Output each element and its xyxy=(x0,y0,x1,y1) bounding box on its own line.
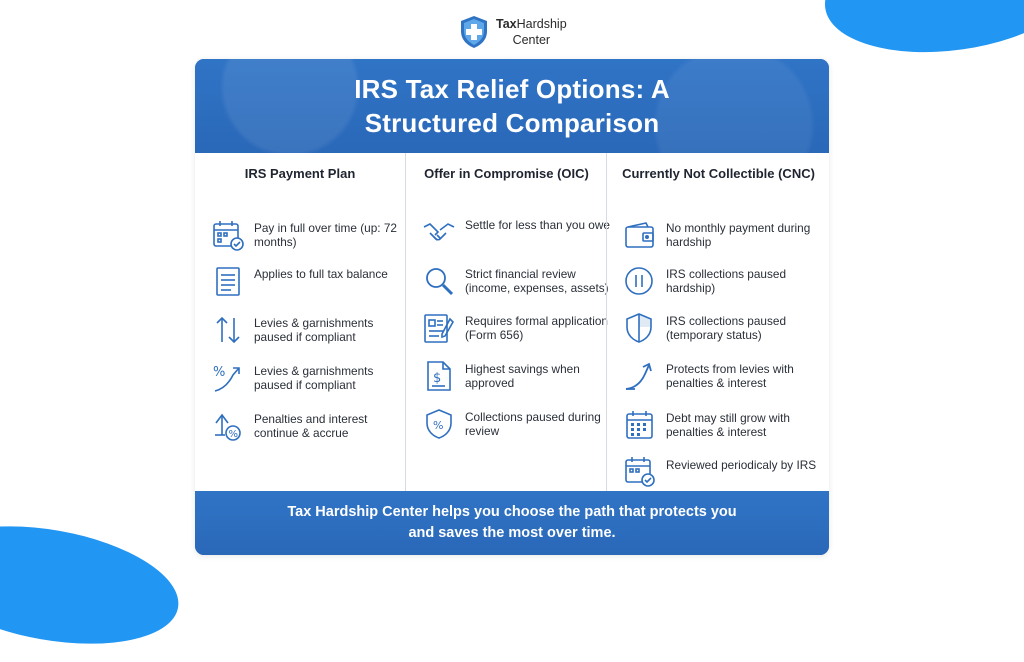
list-item xyxy=(422,359,615,393)
item-text: Settle for less than you owe xyxy=(465,218,610,232)
column-heading: Offer in Compromise (OIC) xyxy=(424,166,589,181)
svg-text:%: % xyxy=(213,365,226,380)
list-item xyxy=(623,408,826,442)
item-text: Pay in full over time (up: 72 months) xyxy=(254,221,397,249)
column-offer-in-compromise xyxy=(405,153,610,491)
brand-name-rest: Hardship xyxy=(516,17,567,31)
percent-shield-icon xyxy=(422,407,456,441)
list-item xyxy=(211,361,404,395)
pause-icon xyxy=(623,264,657,298)
decor-blob-top-right xyxy=(817,0,1024,68)
list-item xyxy=(623,455,826,489)
list-item xyxy=(623,311,826,345)
list-item xyxy=(422,215,615,249)
column-payment-plan xyxy=(195,153,405,491)
item-text: IRS collections paused hardship) xyxy=(666,267,787,295)
list-item xyxy=(623,359,826,393)
up-down-arrows-icon xyxy=(211,313,245,347)
shield-icon xyxy=(623,311,657,345)
item-text: Debt may still grow with penalties & interest xyxy=(666,411,790,439)
percent-up-icon xyxy=(211,409,245,443)
list-item xyxy=(623,264,826,298)
form-pen-icon xyxy=(422,311,456,345)
item-text: Penalties and interest continue & accrue xyxy=(254,412,368,440)
trend-arrow-icon xyxy=(623,359,657,393)
footer-line-2: and saves the most over time. xyxy=(408,525,616,541)
list-item xyxy=(211,409,404,443)
column-heading: Currently Not Collectible (CNC) xyxy=(622,166,815,181)
footer-banner xyxy=(195,491,829,555)
list-item xyxy=(422,264,615,298)
brand-name xyxy=(496,16,567,48)
item-text: Strict financial review (income, expenses, assets) xyxy=(465,267,609,295)
list-item xyxy=(211,218,404,252)
list-item xyxy=(422,311,615,345)
item-text: Collections paused during review xyxy=(465,410,601,438)
item-text: Applies to full tax balance xyxy=(254,267,388,281)
title-banner xyxy=(195,59,829,153)
svg-text:$: $ xyxy=(433,371,442,386)
item-text: Levies & garnishments paused if compliant xyxy=(254,364,374,392)
item-text: Highest savings when approved xyxy=(465,362,580,390)
title-line-2: Structured Comparison xyxy=(364,108,660,138)
document-list-icon xyxy=(211,264,245,298)
decor-blob-bottom-left xyxy=(0,508,188,661)
magnifier-icon xyxy=(422,264,456,298)
percent-trend-icon xyxy=(211,361,245,395)
brand-name-bold: Tax xyxy=(496,17,517,31)
list-item xyxy=(211,264,404,298)
item-text: Levies & garnishments paused if compliant xyxy=(254,316,374,344)
calendar-check-icon xyxy=(211,218,245,252)
svg-text:%: % xyxy=(228,429,239,440)
list-item xyxy=(623,218,826,252)
calendar-grid-icon xyxy=(623,408,657,442)
list-item xyxy=(422,407,615,441)
shield-cross-logo-icon xyxy=(458,14,490,50)
calendar-check-icon xyxy=(623,455,657,489)
item-text: Requires formal application (Form 656) xyxy=(465,314,608,342)
item-text: IRS collections paused (temporary status) xyxy=(666,314,787,342)
svg-text:%: % xyxy=(433,419,444,432)
item-text: No monthly payment during hardship xyxy=(666,221,811,249)
comparison-columns xyxy=(195,153,829,491)
brand-logo xyxy=(458,14,567,50)
title-line-1: IRS Tax Relief Options: A xyxy=(354,74,670,104)
item-text: Reviewed periodicaly by IRS xyxy=(666,458,817,472)
column-currently-not-collectible xyxy=(606,153,829,491)
brand-name-line2: Center xyxy=(512,33,551,47)
footer-line-1: Tax Hardship Center helps you choose the path that protects you xyxy=(287,504,737,520)
list-item xyxy=(211,313,404,347)
wallet-icon xyxy=(623,218,657,252)
comparison-card xyxy=(195,59,829,555)
dollar-document-icon xyxy=(422,359,456,393)
handshake-icon xyxy=(422,215,456,249)
column-heading: IRS Payment Plan xyxy=(244,166,356,181)
item-text: Protects from levies with penalties & interest xyxy=(666,362,794,390)
